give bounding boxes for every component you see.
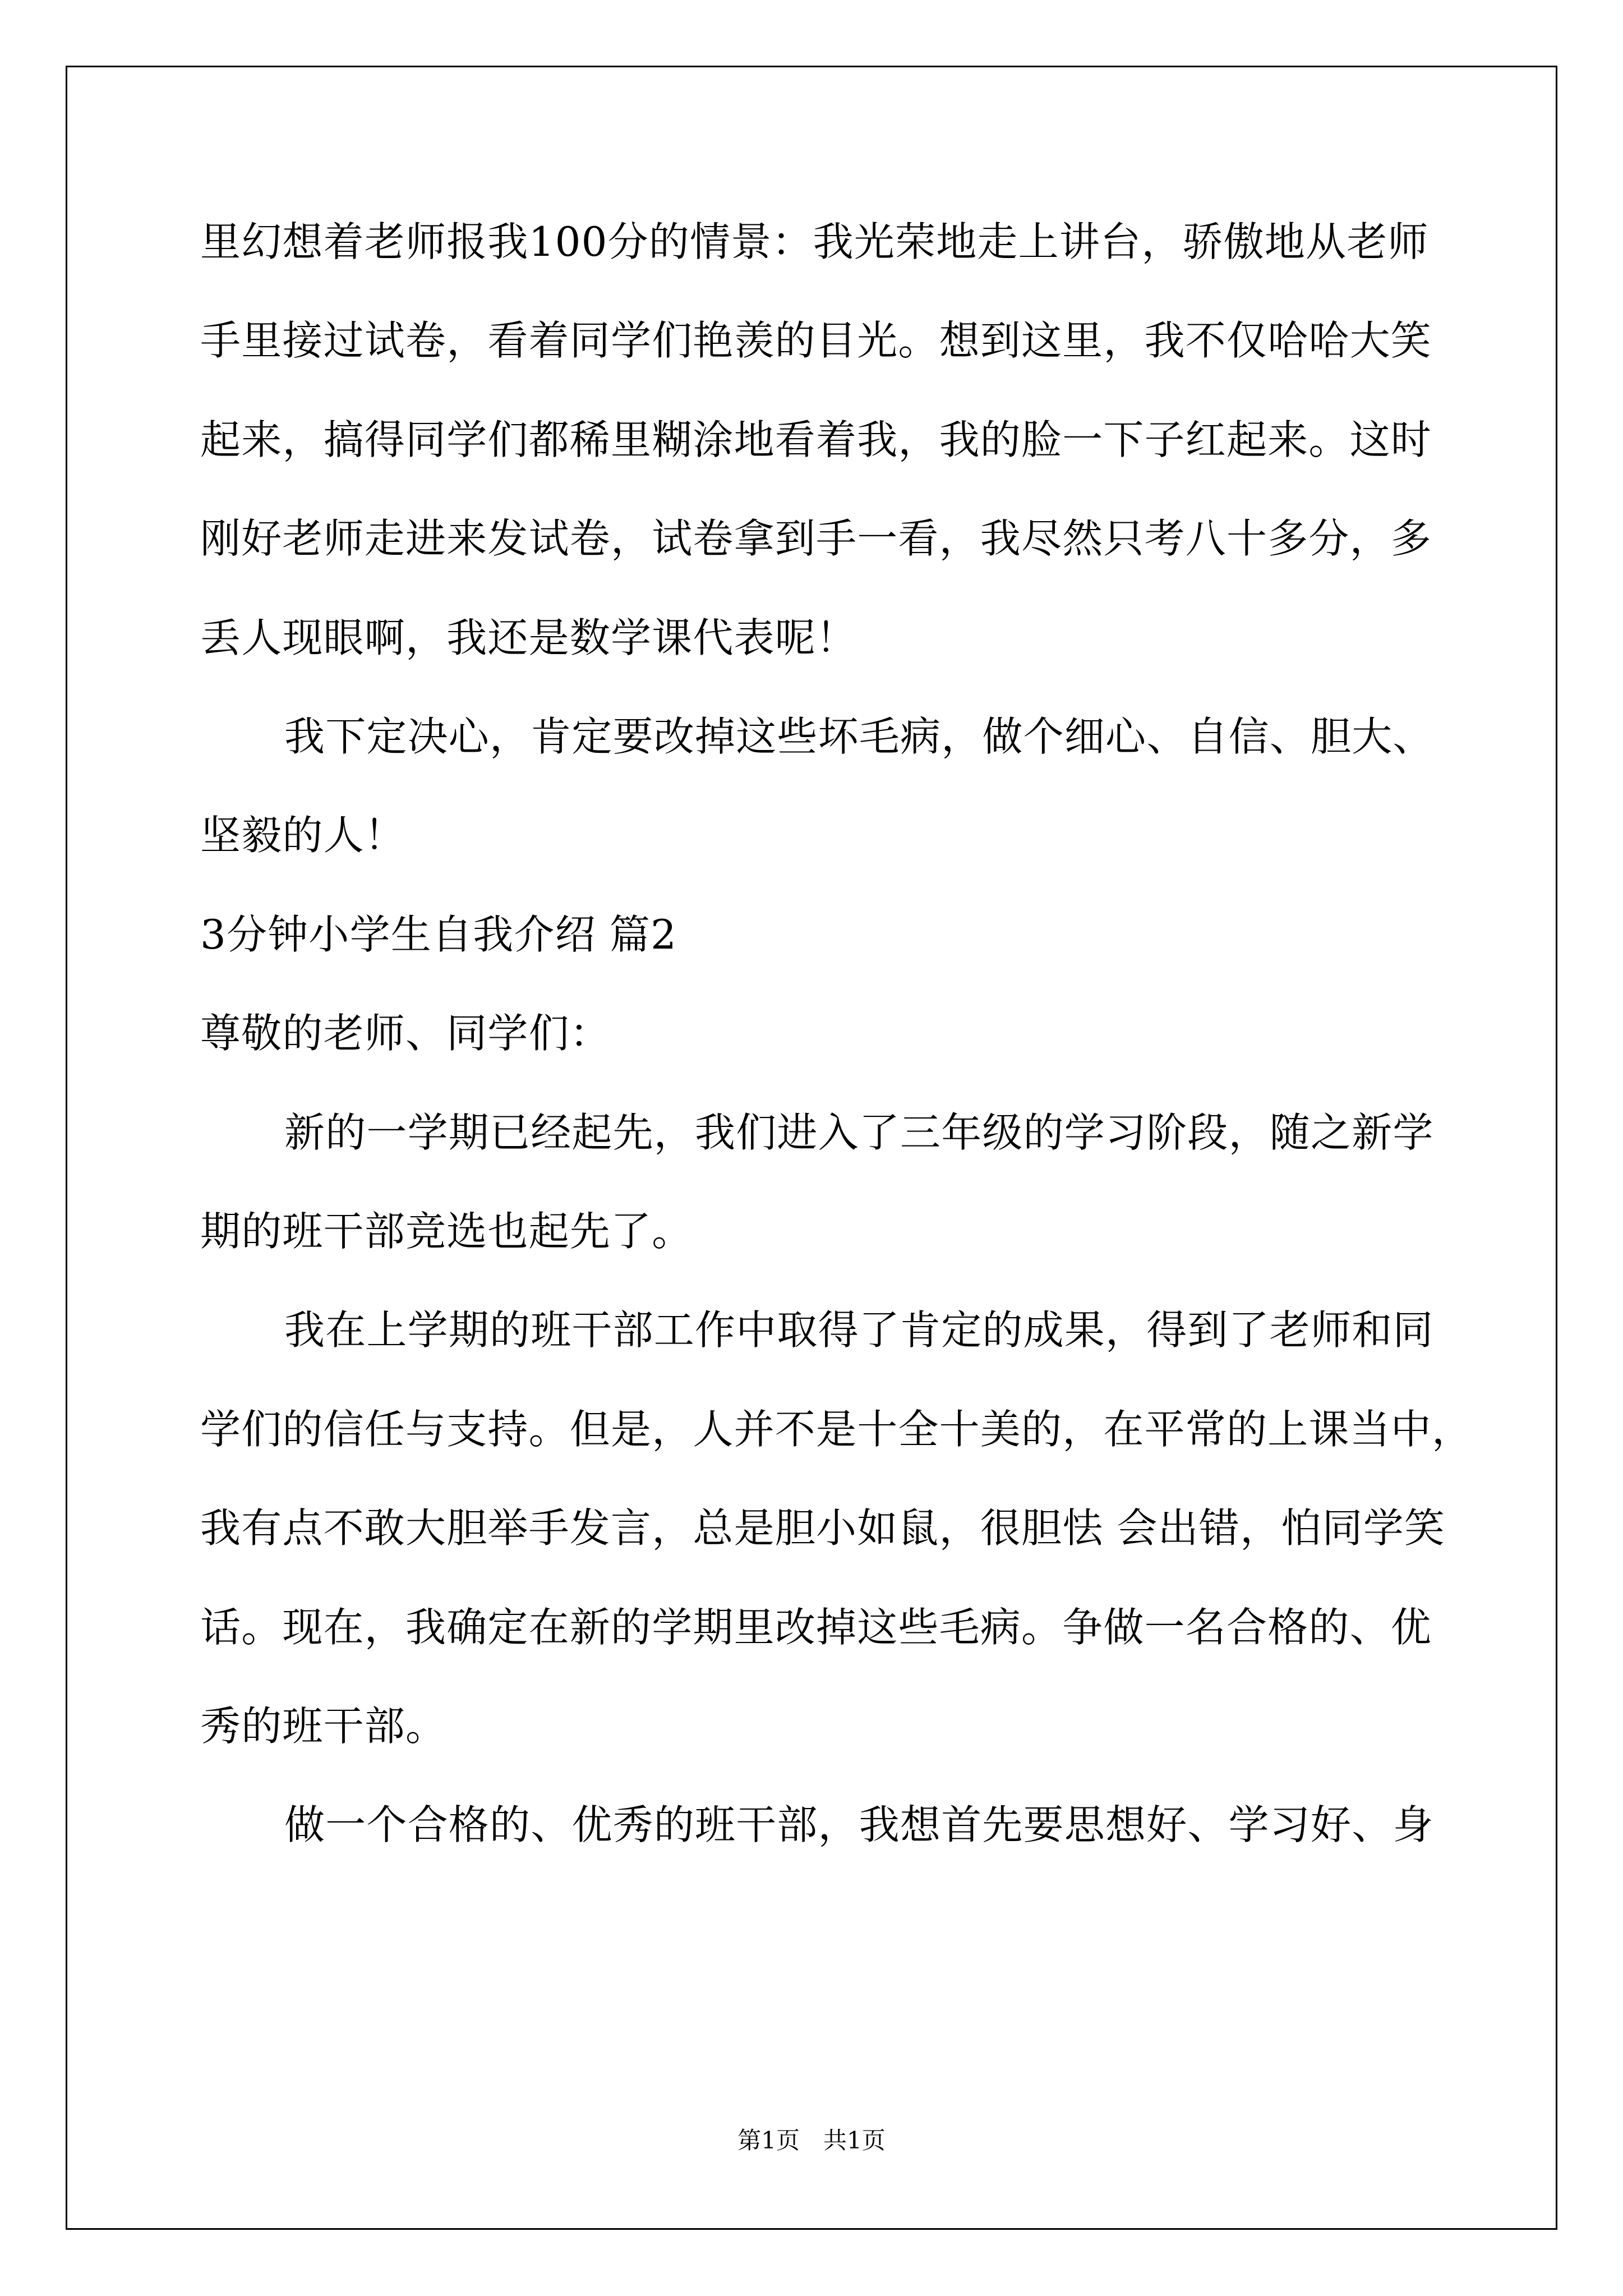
text-line: 里幻想着老师报我100分的情景：我光荣地走上讲台，骄傲地从老师 xyxy=(200,218,1429,265)
paragraph-first-line: 新的一学期已经起先，我们进入了三年级的学习阶段，随之新学 xyxy=(284,1109,1434,1156)
text-line: 坚毅的人！ xyxy=(200,812,406,859)
salutation: 尊敬的老师、同学们： xyxy=(200,1010,611,1057)
text-line: 学们的信任与支持。但是，人并不是十全十美的，在平常的上课当中， xyxy=(200,1406,1473,1453)
section-heading: 3分钟小学生自我介绍 篇2 xyxy=(200,911,677,958)
paragraph-first-line: 做一个合格的、优秀的班干部，我想首先要思想好、学习好、身 xyxy=(284,1801,1434,1848)
text-line: 起来，搞得同学们都稀里糊涂地看着我，我的脸一下子红起来。这时 xyxy=(200,416,1432,463)
paragraph-first-line: 我下定决心，肯定要改掉这些坏毛病，做个细心、自信、胆大、 xyxy=(284,713,1434,760)
text-line: 丢人现眼啊，我还是数学课代表呢！ xyxy=(200,614,857,661)
text-line: 刚好老师走进来发试卷，试卷拿到手一看，我尽然只考八十多分，多 xyxy=(200,515,1432,562)
text-line: 期的班干部竞选也起先了。 xyxy=(200,1208,693,1255)
page-footer: 第1页 共1页 xyxy=(737,2127,886,2154)
text-line: 手里接过试卷，看着同学们艳羡的目光。想到这里，我不仅哈哈大笑 xyxy=(200,317,1432,364)
text-line: 我有点不敢大胆举手发言，总是胆小如鼠，很胆怯 会出错，怕同学笑 xyxy=(200,1504,1446,1552)
text-line: 话。现在，我确定在新的学期里改掉这些毛病。争做一名合格的、优 xyxy=(200,1604,1432,1651)
text-line: 秀的班干部。 xyxy=(200,1703,447,1750)
paragraph-first-line: 我在上学期的班干部工作中取得了肯定的成果，得到了老师和同 xyxy=(284,1306,1434,1354)
